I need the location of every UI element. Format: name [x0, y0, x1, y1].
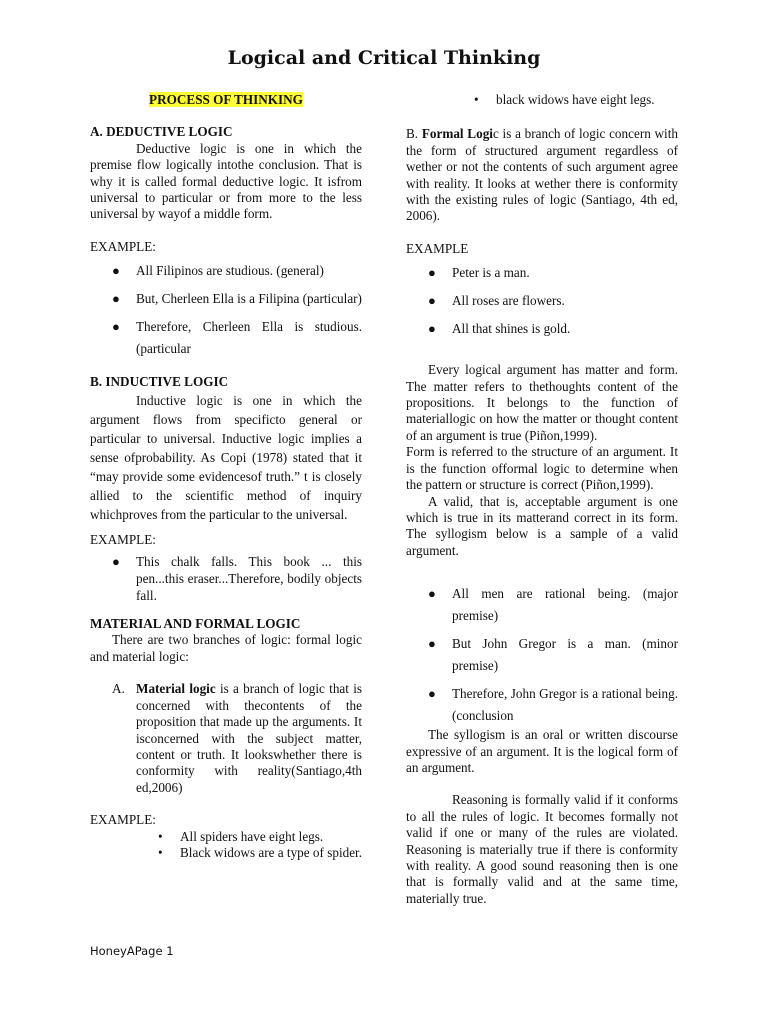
matter-form-paragraph: Every logical argument has matter and form. The matter refers to thethoughts content of the propositions. It belongs to the function of materiallogic on how the matter or thought content of an argument is true (Piñon,1999).: [406, 362, 678, 443]
list-item: ● All roses are flowers.: [406, 290, 678, 312]
bullet-icon: •: [158, 844, 163, 860]
example-list: [406, 262, 678, 340]
list-item: A. Material logic is a branch of logic that is concerned with thecontents of the proposition that made up the arguments. It isconcerned with the subject matter, content or truth. It lookswhether there is conformity with reality(Santiago,4th ed,2006): [112, 681, 363, 795]
syllogism-paragraph: The syllogism is an oral or written discourse expressive of an argument. It is the logical form of an argument.: [406, 727, 678, 775]
bullet-icon: ●: [112, 263, 120, 279]
process-heading: PROCESS OF THINKING: [149, 92, 303, 107]
example-list: [90, 829, 362, 862]
left-column: [90, 92, 362, 861]
list-item: ● All Filipinos are studious. (general): [90, 260, 362, 282]
bullet-icon: ●: [112, 319, 120, 335]
bullet-icon: •: [158, 828, 163, 844]
bullet-icon: ●: [428, 265, 436, 281]
list-item: • Black widows are a type of spider.: [158, 844, 363, 860]
material-intro: There are two branches of logic: formal logic and material logic:: [90, 632, 362, 664]
syllogism-list: [406, 583, 678, 727]
page-title: Logical and Critical Thinking: [227, 47, 541, 69]
list-item: ● Therefore, John Gregor is a rational being. (conclusion: [406, 683, 678, 727]
example-label: EXAMPLE:: [90, 812, 156, 828]
list-item: ● This chalk falls. This book ... this pen...this eraser...Therefore, bodily objects fall.: [112, 554, 362, 604]
reasoning-paragraph: Reasoning is formally valid if it conforms to all the rules of logic. It becomes formally not valid if one or many of the rules are violated. Reasoning is materially true if there is conformity with reality. A good sound reasoning then is one that is formally valid and at the same time, materially true.: [406, 792, 678, 906]
list-item: ● Peter is a man.: [406, 262, 678, 284]
bullet-icon: ●: [428, 321, 436, 337]
deductive-heading: A. DEDUCTIVE LOGIC: [90, 124, 233, 140]
example-list: [90, 553, 362, 604]
right-column: [406, 92, 678, 907]
material-logic-list: [90, 681, 362, 796]
list-item: ● But John Gregor is a man. (minor premise): [406, 633, 678, 677]
formal-logic-paragraph: B. Formal Logic is a branch of logic concern with the form of structured argument regardless of wether or not the contents of such argument agree with reality. It looks at wether there is conformity with the existing rules of logic (Santiago, 4th ed, 2006).: [406, 126, 678, 224]
bullet-icon: ●: [428, 293, 436, 309]
material-formal-heading: MATERIAL AND FORMAL LOGIC: [90, 616, 301, 632]
page-footer: HoneyAPage 1: [90, 944, 174, 958]
inductive-heading: B. INDUCTIVE LOGIC: [90, 374, 229, 390]
bullet-icon: ●: [428, 636, 436, 652]
form-paragraph: Form is referred to the structure of an argument. It is the function offormal logic to determine when the pattern or structure is correct (Piñon,1999).: [406, 444, 678, 493]
list-item: • black widows have eight legs.: [474, 92, 655, 107]
list-item: • All spiders have eight legs.: [158, 828, 324, 844]
formal-logic-term: Formal Logi: [421, 126, 493, 142]
bullet-icon: ●: [112, 554, 120, 570]
example-list: [90, 260, 362, 360]
continued-list: [406, 92, 678, 108]
example-label: EXAMPLE:: [90, 238, 156, 254]
example-label: EXAMPLE:: [90, 531, 156, 547]
valid-argument-paragraph: A valid, that is, acceptable argument is one which is true in its matterand correct in its form. The syllogism below is a sample of a valid argument.: [406, 493, 678, 558]
list-item: ● Therefore, Cherleen Ella is studious. (particular: [90, 316, 362, 360]
material-logic-term: Material logic: [136, 681, 216, 697]
bullet-icon: •: [474, 92, 479, 107]
deductive-paragraph: Deductive logic is one in which the premise flow logically intothe conclusion. That is why it is called formal deductive logic. It isfrom universal to particular or from more to the less universal by wayof a middle form.: [90, 140, 362, 222]
inductive-paragraph: Inductive logic is one in which the argument flows from specificto general or particular to universal. Inductive logic implies a sense ofprobability. As Copi (1978) stated that it “may provide some evidencesof truth.” t is closely allied to the scientific method of inquiry whichproves from the particular to the universal.: [90, 392, 362, 522]
bullet-icon: ●: [428, 586, 436, 602]
bullet-icon: ●: [428, 686, 436, 702]
list-item: ● All that shines is gold.: [406, 318, 678, 340]
example-label: EXAMPLE: [406, 240, 469, 256]
bullet-icon: ●: [112, 291, 120, 307]
list-item: ● But, Cherleen Ella is a Filipina (particular): [90, 288, 362, 310]
list-item: ● All men are rational being. (major premise): [406, 583, 678, 627]
